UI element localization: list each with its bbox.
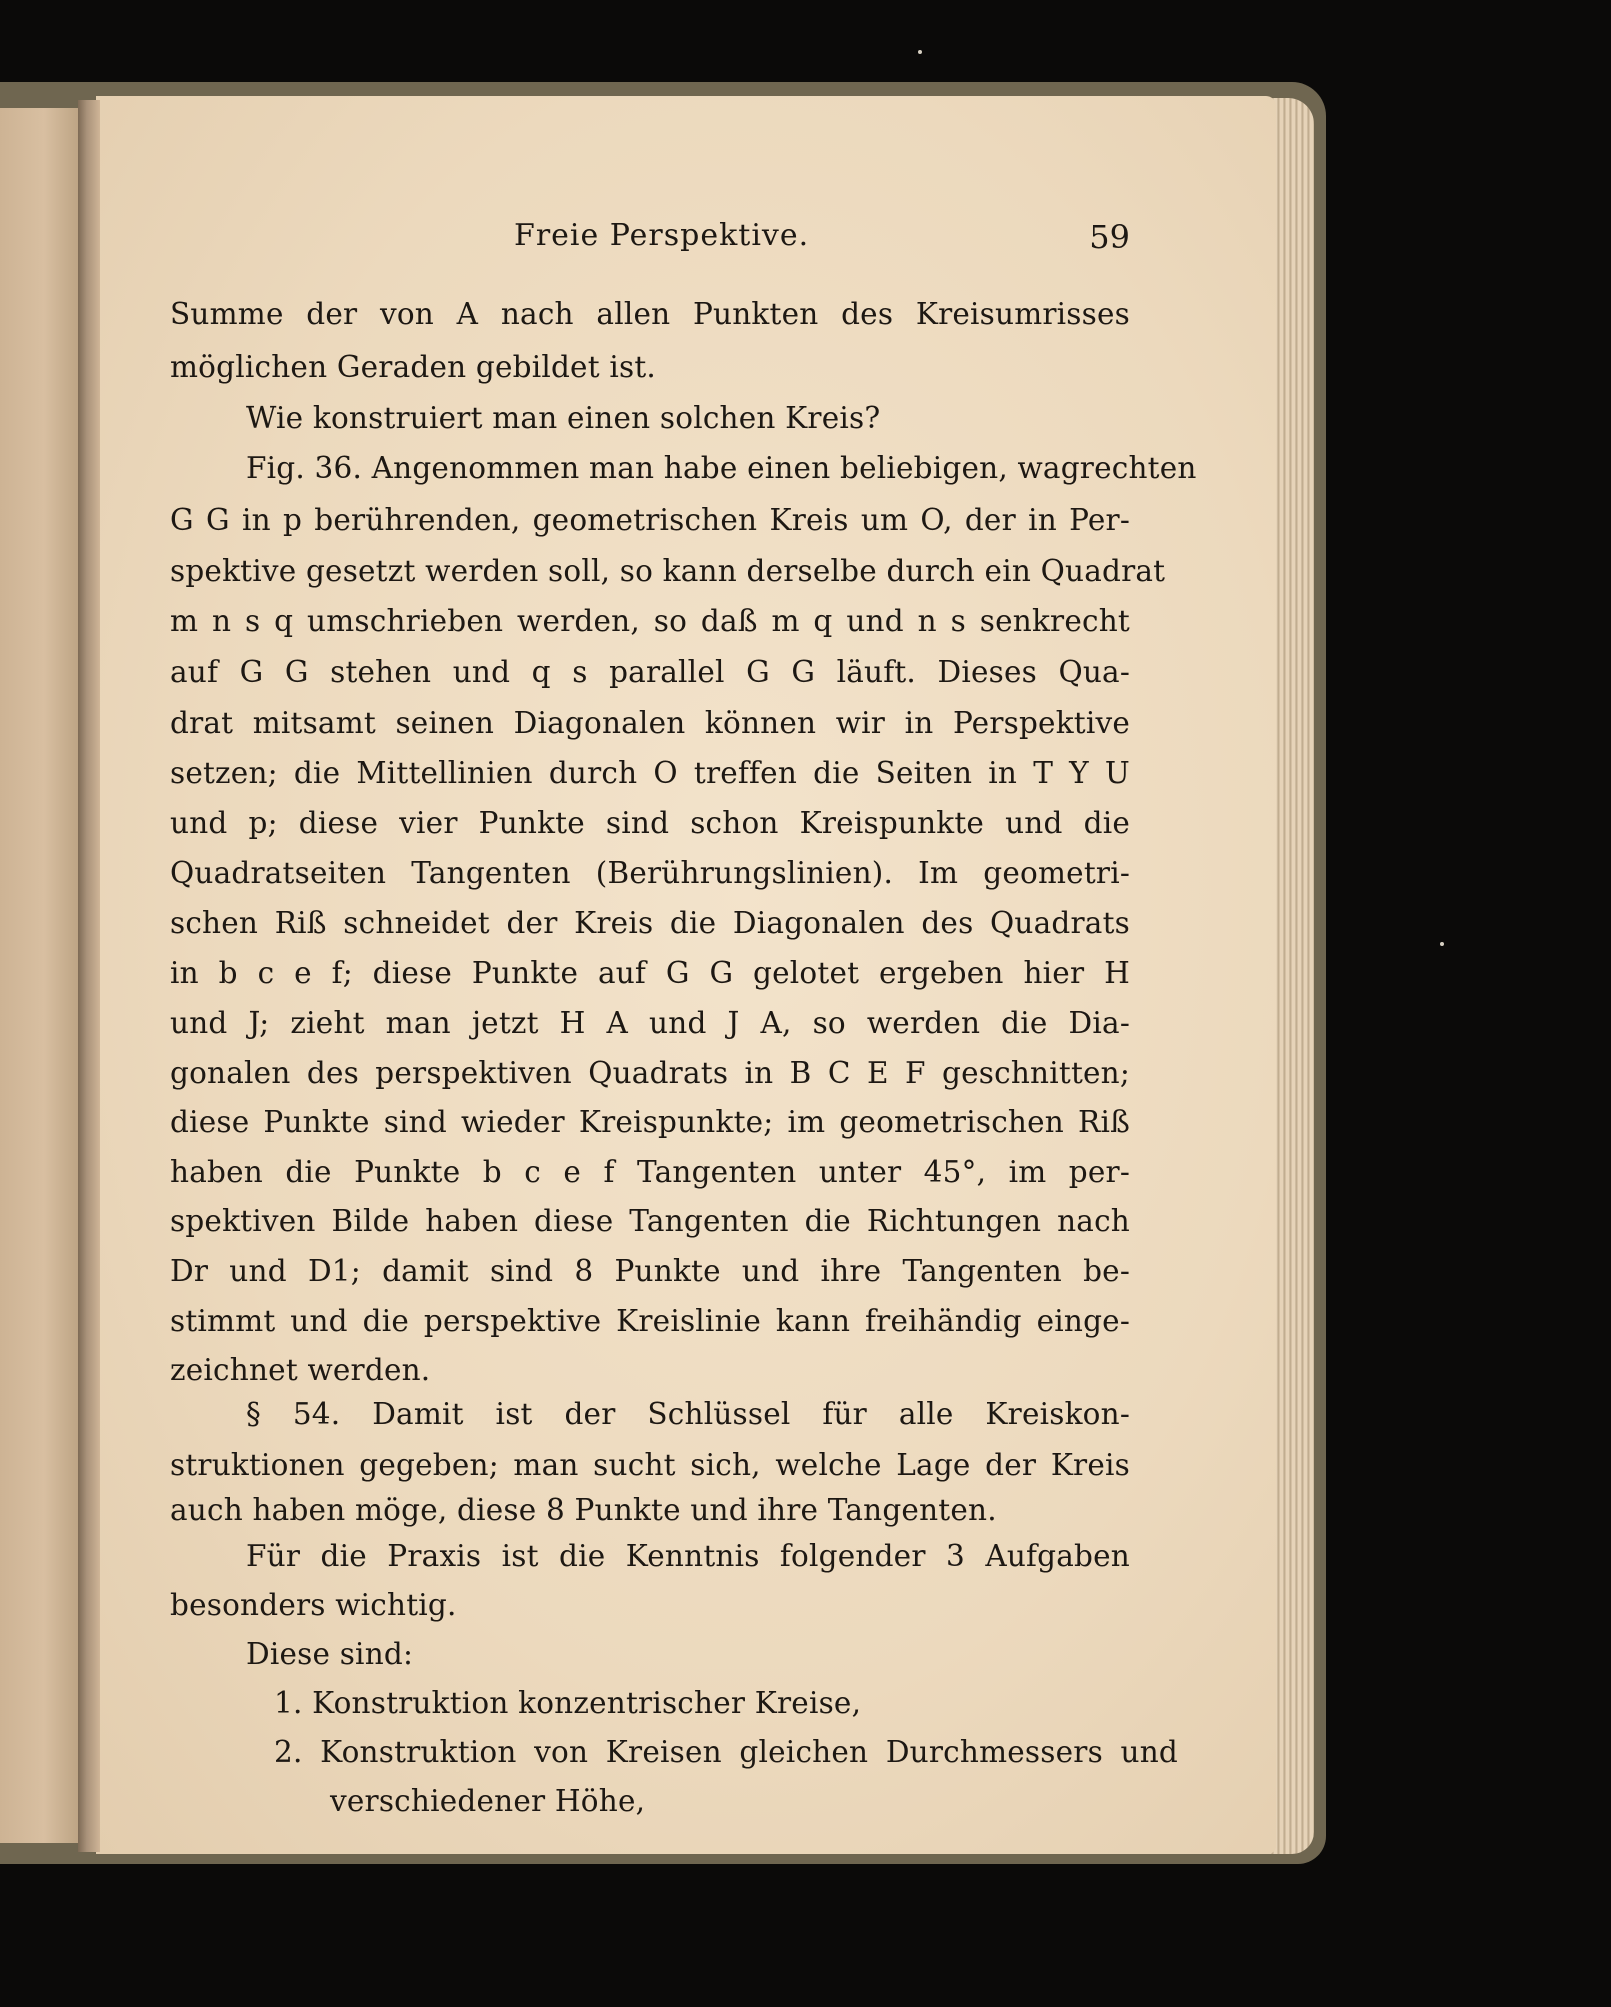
- text-line: spektiven Bilde haben diese Tangenten die Richtungen nach: [170, 1204, 1130, 1238]
- dust-spot: [1440, 942, 1444, 946]
- text-line: Quadratseiten Tangenten (Berührungslinien). Im geometri-: [170, 856, 1130, 890]
- text-line: drat mitsamt seinen Diagonalen können wir in Perspektive: [170, 706, 1130, 740]
- text-line: § 54. Damit ist der Schlüssel für alle Kreiskon-: [246, 1397, 1130, 1431]
- text-line: schen Riß schneidet der Kreis die Diagonalen des Quadrats: [170, 906, 1130, 940]
- text-line: spektive gesetzt werden soll, so kann derselbe durch ein Quadrat: [170, 554, 1166, 588]
- text-line: diese Punkte sind wieder Kreispunkte; im geometrischen Riß: [170, 1105, 1130, 1139]
- text-line: zeichnet werden.: [170, 1353, 431, 1387]
- text-line: auf G G stehen und q s parallel G G läuft. Dieses Qua-: [170, 655, 1130, 689]
- text-line: struktionen gegeben; man sucht sich, welche Lage der Kreis: [170, 1448, 1130, 1482]
- text-line: in b c e f; diese Punkte auf G G gelotet ergeben hier H: [170, 956, 1130, 990]
- text-line: und J; zieht man jetzt H A und J A, so werden die Dia-: [170, 1006, 1130, 1040]
- text-line: möglichen Geraden gebildet ist.: [170, 350, 656, 384]
- text-line: besonders wichtig.: [170, 1588, 457, 1622]
- text-line: Fig. 36. Angenommen man habe einen beliebigen, wagrechten: [246, 451, 1197, 485]
- text-line: Wie konstruiert man einen solchen Kreis?: [246, 401, 881, 435]
- text-line: Dr und D1; damit sind 8 Punkte und ihre Tangenten be-: [170, 1254, 1130, 1288]
- text-line: G G in p berührenden, geometrischen Kreis um O, der in Per-: [170, 503, 1130, 537]
- text-line: setzen; die Mittellinien durch O treffen die Seiten in T Y U: [170, 756, 1130, 790]
- text-line: und p; diese vier Punkte sind schon Kreispunkte und die: [170, 806, 1130, 840]
- text-line: stimmt und die perspektive Kreislinie kann freihändig einge-: [170, 1304, 1130, 1338]
- text-line: Für die Praxis ist die Kenntnis folgender 3 Aufgaben: [246, 1539, 1130, 1573]
- text-line: auch haben möge, diese 8 Punkte und ihre Tangenten.: [170, 1493, 997, 1527]
- text-line: gonalen des perspektiven Quadrats in B C E F geschnitten;: [170, 1056, 1130, 1090]
- page-header: [170, 218, 1130, 258]
- dust-spot: [918, 50, 922, 54]
- text-line: Diese sind:: [246, 1637, 414, 1671]
- page-number: 59: [1089, 218, 1130, 256]
- book-gutter: [78, 100, 100, 1852]
- text-line: Summe der von A nach allen Punkten des Kreisumrisses: [170, 297, 1130, 331]
- text-line: haben die Punkte b c e f Tangenten unter 45°, im per-: [170, 1155, 1130, 1189]
- list-item: 2. Konstruktion von Kreisen gleichen Durchmessers und: [274, 1735, 1178, 1769]
- running-title: Freie Perspektive.: [514, 218, 810, 253]
- list-item: 1. Konstruktion konzentrischer Kreise,: [274, 1686, 862, 1720]
- text-line: m n s q umschrieben werden, so daß m q und n s senkrecht: [170, 604, 1130, 638]
- left-page-edge: [0, 108, 80, 1843]
- list-item-continuation: verschiedener Höhe,: [330, 1784, 646, 1818]
